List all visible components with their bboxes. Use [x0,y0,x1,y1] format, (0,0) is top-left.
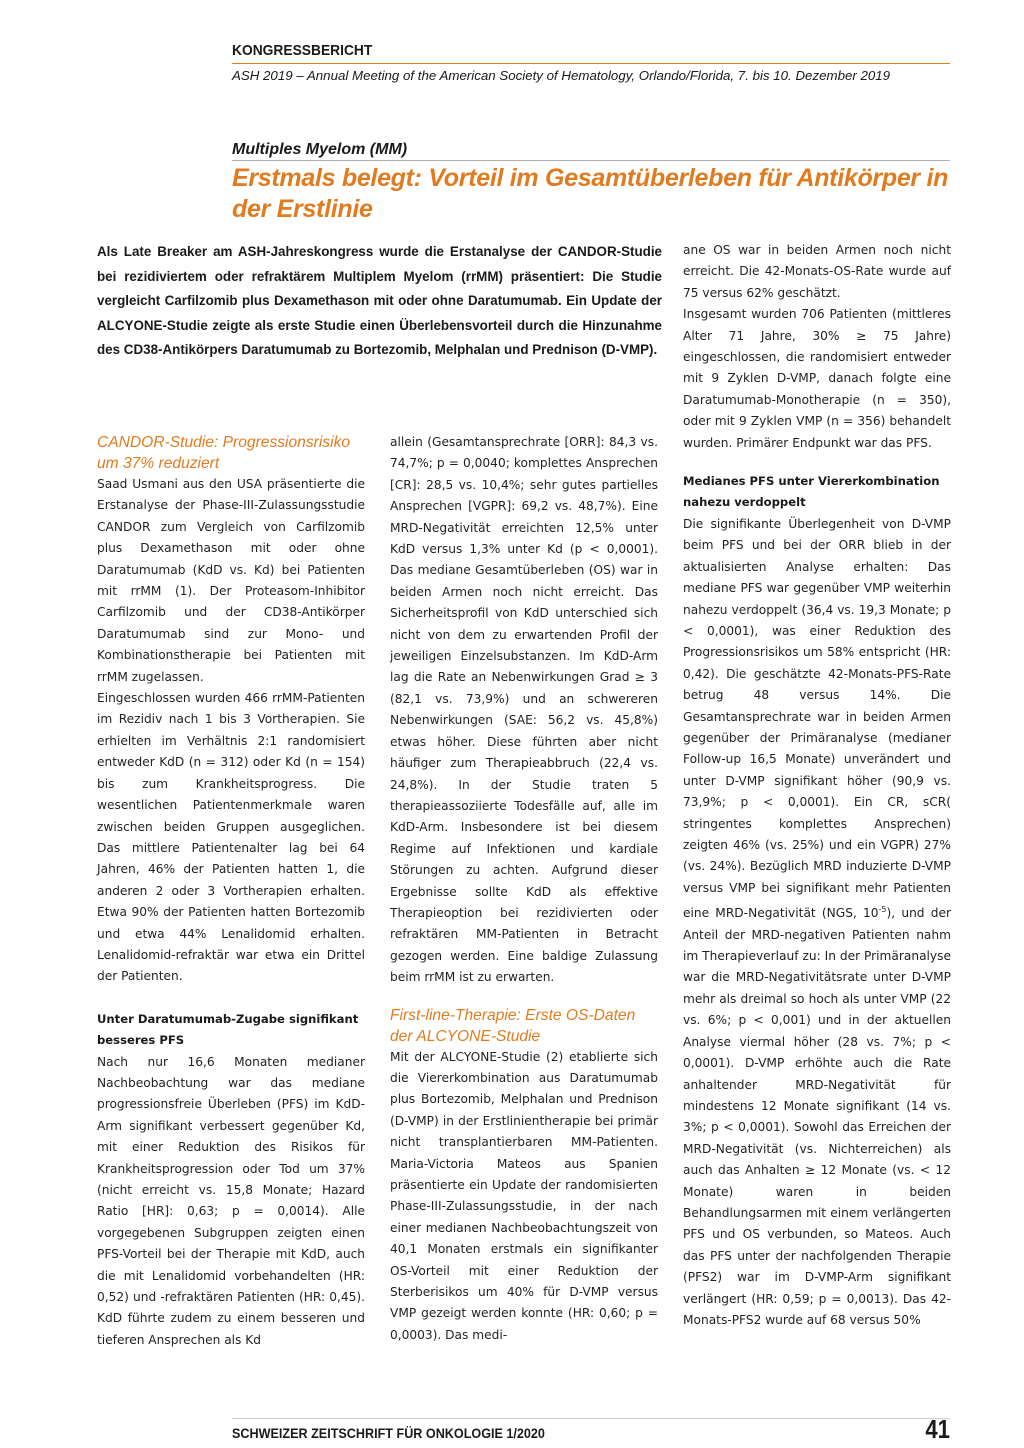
minor-heading: Medianes PFS unter Viererkombination nahezu verdoppelt [683,474,940,510]
paragraph: Eingeschlossen wurden 466 rrMM-Patienten im Rezidiv nach 1 bis 3 Vortherapien. Sie erhielten im Verhältnis 2:1 randomisiert entweder KdD (n = 312) oder Kd (n = 154) bis zum Krankheitsprogress. Die wesentlichen Patientenmerkmale waren zwischen beiden Gruppen ausgeglichen. Das mittlere Patientenalter lag bei 64 Jahren, 46% der Patienten hatten 1, die anderen 2 oder 3 Vortherapien erhalten. Etwa 90% der Patienten hatten Bortezomib und etwa 44% Lenalidomid erhalten. Lenalidomid-refraktär war etwa ein Drittel der Patienten. [97,691,365,984]
paragraph: Nach nur 16,6 Monaten medianer Nachbeobachtung war das mediane progressionsfreie Überleben (PFS) im KdD-Arm signifikant verbessert gegenüber Kd, mit einer Reduktion des Risikos für Krankheitsprogression oder Tod um 37% (nicht erreicht vs. 15,8 Monate; Hazard Ratio [HR]: 0,63; p = 0,0014). Alle vorgegebenen Subgruppen zeigten einen PFS-Vorteil bei der Therapie mit KdD, auch die mit Lenalidomid vorbehandelten (HR: 0,52) und -refraktären Patienten (HR: 0,45). KdD führte zudem zu einem besseren und tieferen Ansprechen als Kd [97,1054,365,1347]
column-3 [683,240,951,1331]
meeting-line: ASH 2019 – Annual Meeting of the American Society of Hematology, Orlando/Florida, 7. bis 10. Dezember 2019 [232,68,891,83]
column-1 [97,432,365,1351]
subheading-alcyone: First-line-Therapie: Erste OS-Daten der ALCYONE-Studie [390,1006,636,1045]
paragraph-part: Die signifikante Überlegenheit von D-VMP beim PFS und bei der ORR blieb in der aktualisierten Analyse erhalten: Das mediane PFS war gegenüber VMP weiterhin nahezu verdoppelt (36,4 vs. 19,3 Monate; p < 0,0001), was einer Reduktion des Progressionsrisikos um 58% entspricht (HR: 0,42). Die geschätzte 42-Monats-PFS-Rate betrug 48 versus 14%. Die Gesamtansprechrate war in beiden Armen gegenüber der Primäranalyse (medianer Follow-up 16,5 Monate) unverändert und unter D-VMP signifikant höher (90,9 vs. 73,9%; p < 0,0001). Ein CR, sCR( stringentes komplettes Ansprechen) zeigten 46% (vs. 25%) und ein VGPR) 27% (vs. 24%). Bezüglich MRD induzierte D-VMP versus VMP bei signifikant mehr Patienten eine MRD-Negativität (NGS, 10 [683,516,951,921]
section-title: Multiples Myelom (MM) [232,141,408,158]
category-label: KONGRESSBERICHT [232,42,373,59]
article-headline: Erstmals belegt: Vorteil im Gesamtüberleben für Antikörper in der Erstlinie [232,164,949,223]
subheading-candor: CANDOR-Studie: Progressionsrisiko um 37% reduziert [97,434,351,472]
paragraph: Insgesamt wurden 706 Patienten (mittleres Alter 71 Jahre, 30% ≥ 75 Jahre) eingeschlossen, die randomisiert entweder mit 9 Zyklen D-VMP, danach folgte eine Daratumumab-Monotherapie (n = 350), oder mit 9 Zyklen VMP (n = 356) behandelt wurden. Primärer Endpunkt war das PFS. [683,307,951,450]
superscript: -5 [878,905,887,915]
paragraph: Saad Usmani aus den USA präsentierte die Erstanalyse der Phase-III-Zulassungsstudie CANDOR zum Vergleich von Carfilzomib plus Dexamethason mit oder ohne Daratumumab (KdD vs. Kd) bei Patienten mit rrMM (1). Der Proteasom-Inhibitor Carfilzomib und der CD38-Antikörper Daratumumab sind zur Mono- und Kombinationstherapie bei Patienten mit rrMM zugelassen. [97,477,365,684]
paragraph-part: ), und der Anteil der MRD-negativen Patienten nahm im Therapieverlauf zu: In der Primäranalyse war die MRD-Negativitätsrate unter D-VMP mehr als dreimal so hoch als unter VMP (22 vs. 6%; p < 0,001) und in der aktuellen Analyse viermal höher (28 vs. 7%; p < 0,0001). D-VMP erhöhte auch die Rate anhaltender MRD-Negativität für mindestens 12 Monate signifikant (14 vs. 3%; p < 0,0001). Sowohl das Erreichen der MRD-Negativität (vs. Nichterreichen) als auch das Anhalten ≥ 12 Monate (vs. < 12 Monate) waren in beiden Behandlungsarmen mit einem verlängerten PFS und OS verbunden, so Mateos. Auch das PFS unter der nachfolgenden Therapie (PFS2) war im D-VMP-Arm signifikant verlängert (HR: 0,59; p = 0,0013). Das 42-Monats-PFS2 wurde auf 68 versus 50% [683,906,951,1327]
article-lead: Als Late Breaker am ASH-Jahreskongress wurde die Erstanalyse der CANDOR-Studie bei rezidiviertem oder refraktärem Multiplem Myelom (rrMM) präsentiert: Die Studie vergleicht Carfilzomib plus Dexamethason mit oder ohne Daratumumab. Ein Update der ALCYONE-Studie zeigte als erste Studie einen Überlebensvorteil durch die Hinzunahme des CD38-Antikörpers Daratumumab zu Bortezomib, Melphalan und Prednison (D-VMP). [97,244,662,358]
footer-rule [232,1418,950,1419]
journal-name: SCHWEIZER ZEITSCHRIFT FÜR ONKOLOGIE 1/2020 [232,1425,545,1441]
paragraph: allein (Gesamtansprechrate [ORR]: 84,3 vs. 74,7%; p = 0,0040; komplettes Ansprechen [CR]: 28,5 vs. 10,4%; sehr gutes partielles Ansprechen [VGPR]: 69,2 vs. 48,7%). Eine MRD-Negativität erreichten 12,5% unter KdD versus 1,3% unter Kd (p < 0,0001). Das mediane Gesamtüberleben (OS) war in beiden Armen noch nicht erreicht. Das Sicherheitsprofil von KdD unterschied sich nicht von dem zu erwartenden Profil der jeweiligen Einzelsubstanzen. Im KdD-Arm lag die Rate an Nebenwirkungen Grad ≥ 3 (82,1 vs. 73,9%) und an schwereren Nebenwirkungen (SAE: 56,2 vs. 45,8%) etwas höher. Diese führten aber nicht häufiger zum Therapieabbruch (22,4 vs. 24,8%). In der Studie traten 5 therapieassoziierte Todesfälle auf, alle im KdD-Arm. Insbesondere ist bei diesem Regime auf Infektionen und kardiale Störungen zu achten. Aufgrund dieser Ergebnisse sollte KdD als effektive Therapieoption bei rezidivierten oder refraktären MM-Patienten in Betracht gezogen werden. Eine baldige Zulassung beim rrMM ist zu erwarten. [390,435,658,985]
column-2 [390,432,658,1346]
header-rule [232,63,950,64]
paragraph: ane OS war in beiden Armen noch nicht erreicht. Die 42-Monats-OS-Rate wurde auf 75 versus 62% geschätzt. [683,243,951,300]
minor-heading: Unter Daratumumab-Zugabe signifikant besseres PFS [97,1011,359,1048]
section-rule [232,160,950,161]
page-number: 41 [925,1414,950,1444]
paragraph: Mit der ALCYONE-Studie (2) etablierte sich die Viererkombination aus Daratumumab plus Bortezomib, Melphalan und Prednison (D-VMP) in der Erstlinientherapie bei primär nicht transplantierbaren MM-Patienten. Maria-Victoria Mateos aus Spanien präsentierte ein Update der randomisierten Phase-III-Zulassungsstudie, in der nach einer medianen Nachbeobachtungszeit von 40,1 Monaten erstmals ein signifikanter OS-Vorteil mit einer Reduktion der Sterberisikos um 40% für D-VMP versus VMP gezeigt werden konnte (HR: 0,60; p = 0,0003). Das medi- [390,1049,658,1342]
paragraph [683,514,951,1332]
